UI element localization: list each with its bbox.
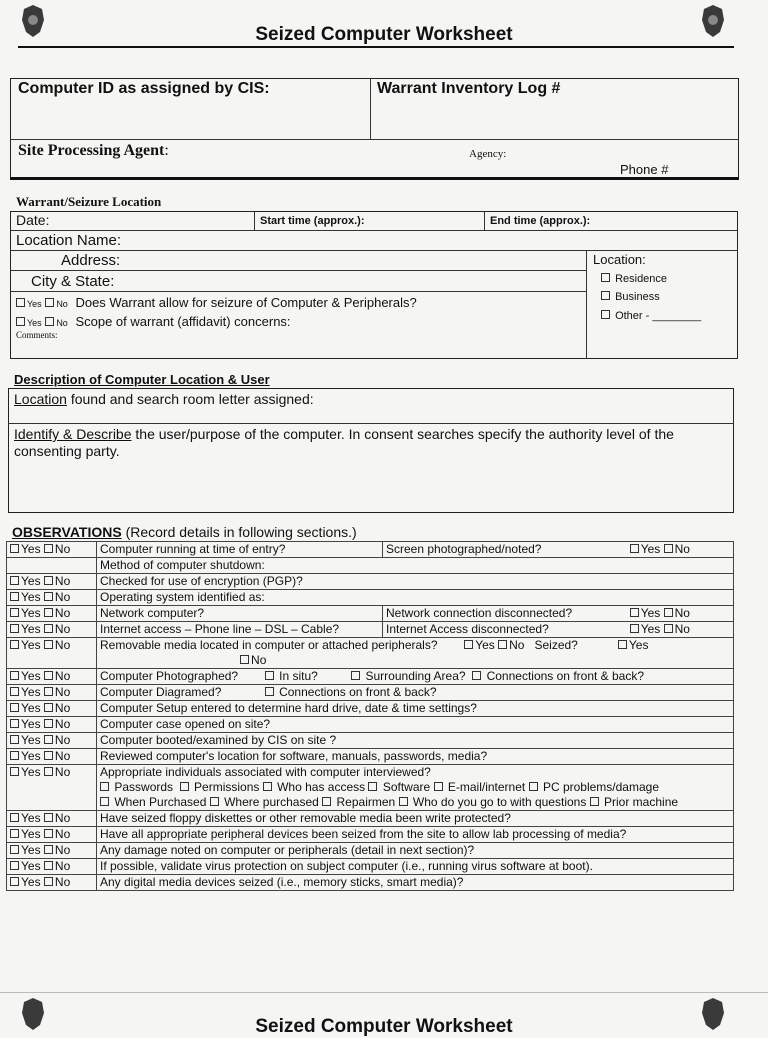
identify-text: Identify & Describe the user/purpose of the computer. In consent searches specify the authority level of the consenting party. [14,426,674,459]
table-row: Yes No Any digital media devices seized (i.e., memory sticks, smart media)? [7,875,734,891]
page-break [0,992,768,993]
warrant-question[interactable]: Yes No Does Warrant allow for seizure of Computer & Peripherals? [16,295,417,310]
table-row: Yes No Internet access – Phone line – DSL – Cable? Internet Access disconnected? Yes No [7,622,734,638]
site-agent-label: Site Processing Agent: [18,142,169,159]
observations-table [6,541,734,891]
yes-no-choice[interactable]: Yes No [7,590,97,606]
table-row: Yes No Removable media located in computer or attached peripherals? Yes No Seized? Yes No [7,638,734,669]
table-row: Yes No Checked for use of encryption (PGP)? [7,574,734,590]
yes-no-choice[interactable]: Yes No [7,669,97,685]
yes-no-choice[interactable]: Yes No [7,685,97,701]
yes-no-choice[interactable]: Yes No [7,622,97,638]
table-row: Yes No Have all appropriate peripheral devices been seized from the site to allow lab processing of media? [7,827,734,843]
scope-question[interactable]: Yes No Scope of warrant (affidavit) concerns: [16,314,291,329]
description-heading: Description of Computer Location & User [14,372,270,387]
yes-no-choice[interactable]: Yes No [630,622,730,637]
table-row: Method of computer shutdown: [7,558,734,574]
phone-label: Phone # [620,162,669,177]
observations-heading: OBSERVATIONS (Record details in following sections.) [12,524,357,540]
residence-option[interactable]: Residence [601,273,667,285]
yes-no-choice[interactable]: Yes No [7,875,97,891]
yes-no-choice[interactable]: Yes No [7,733,97,749]
yes-no-choice[interactable]: Yes No [7,717,97,733]
location-heading: Warrant/Seizure Location [16,194,162,209]
date-label: Date: [16,212,50,228]
yes-no-choice[interactable]: Yes No [630,542,730,557]
page-title: Seized Computer Worksheet [255,24,513,45]
warrant-log-label: Warrant Inventory Log # [377,80,561,97]
title-rule [18,46,734,48]
agency-label: Agency: [469,148,507,160]
table-row: Yes No Reviewed computer's location for software, manuals, passwords, media? [7,749,734,765]
yes-no-choice[interactable]: Yes No [7,542,97,558]
table-row: Yes No Computer case opened on site? [7,717,734,733]
footer-title: Seized Computer Worksheet [255,1016,513,1037]
yes-no-choice[interactable]: Yes No [7,811,97,827]
yes-no-choice[interactable]: Yes No [7,638,97,669]
location-found-text: Location found and search room letter assigned: [14,391,314,407]
yes-no-choice[interactable]: Yes No [7,827,97,843]
table-row: Yes No Computer Photographed? In situ? Surrounding Area? Connections on front & back? [7,669,734,685]
start-time-label: Start time (approx.): [260,215,365,227]
table-row: Yes No Appropriate individuals associated with computer interviewed? Passwords Permissions Who has access Software E-mail/internet PC problems/damage When Purchased Where purchased Repairmen Who do you go to with questions Prior machine [7,765,734,811]
end-time-label: End time (approx.): [490,215,591,227]
table-row: Yes No Computer Diagramed? Connections on front & back? [7,685,734,701]
other-option[interactable]: Other - ________ [601,310,701,322]
table-row: Yes No Operating system identified as: [7,590,734,606]
table-row: Yes No Have seized floppy diskettes or other removable media been write protected? [7,811,734,827]
table-row: Yes No Computer Setup entered to determine hard drive, date & time settings? [7,701,734,717]
yes-no-choice[interactable]: Yes No [7,574,97,590]
yes-no-choice[interactable]: Yes No [630,606,730,621]
yes-no-choice[interactable]: Yes No [7,765,97,811]
table-row: Yes No Computer running at time of entry? Screen photographed/noted? Yes No [7,542,734,558]
table-row: Yes No Any damage noted on computer or peripherals (detail in next section)? [7,843,734,859]
address-label: Address: [61,252,121,269]
yes-no-choice[interactable]: Yes No [7,606,97,622]
yes-no-choice[interactable]: Yes No [7,749,97,765]
computer-id-label: Computer ID as assigned by CIS: [18,80,270,97]
yes-no-choice[interactable]: Yes No [7,843,97,859]
location-name-label: Location Name: [16,232,122,249]
comments-label: Comments: [16,330,58,340]
yes-no-choice[interactable]: Yes No [7,859,97,875]
table-row: Yes No If possible, validate virus protection on subject computer (i.e., running virus software at boot). [7,859,734,875]
table-row: Yes No Computer booted/examined by CIS on site ? [7,733,734,749]
table-row: Yes No Network computer? Network connection disconnected? Yes No [7,606,734,622]
city-state-label: City & State: [31,273,115,290]
location-type-label: Location: [593,252,646,267]
business-option[interactable]: Business [601,291,660,303]
yes-no-choice[interactable]: Yes No [7,701,97,717]
